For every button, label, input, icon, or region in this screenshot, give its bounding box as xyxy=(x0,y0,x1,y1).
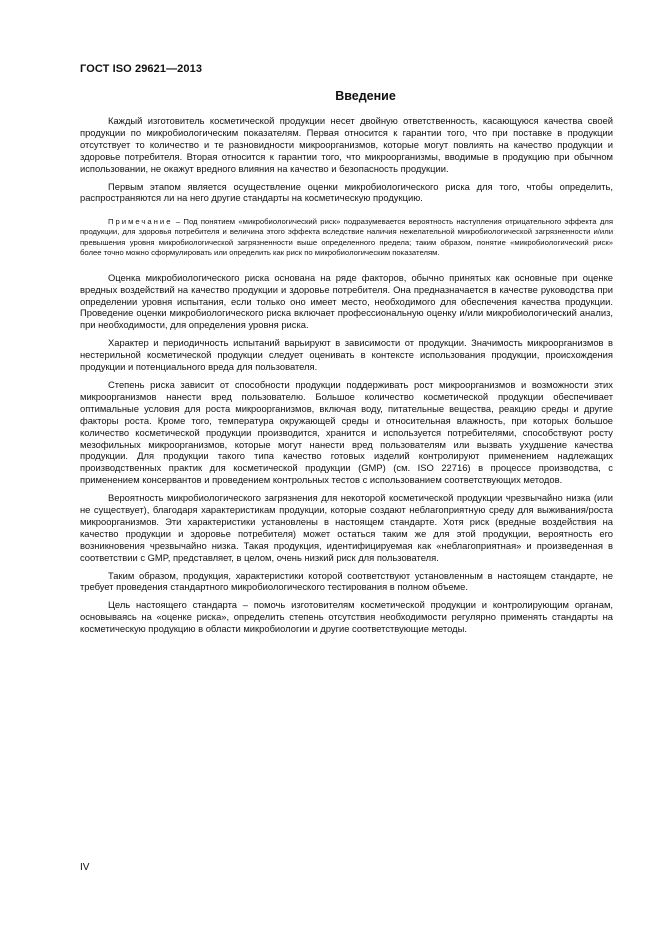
paragraph: Степень риска зависит от способности продукции поддерживать рост микроорганизмов и возможности этих микроорганизмов нанести вред пользователю. Большое количество косметической продукции обеспечивает оптимальные условия для роста микроорганизмов, включая воду, питательные вещества, реакцию среды и другие факторы роста. Кроме того, температура окружающей среды и относительная влажность, при которых большое количество косметической продукции производится, хранится и используется потребителями, способствуют росту мезофильных микроорганизмов, которые могут нанести вред пользователям или вызвать ухудшение качества продукции. Для продукции такого типа качество готовых изделий контролируют применением надлежащих производственных практик для косметической продукции (GMP) (см. ISO 22716) в процессе производства, с применением консервантов и проведением контрольных тестов с использованием соответствующих методов. xyxy=(80,378,613,486)
paragraph: Характер и периодичность испытаний варьируют в зависимости от продукции. Значимость микроорганизмов в нестерильной косметической продукции следует оценивать в контексте использования продукции, происхождения продукции и потенциального вреда для пользователя. xyxy=(80,337,613,373)
standard-header: ГОСТ ISO 29621—2013 xyxy=(80,63,203,75)
page-number: IV xyxy=(80,862,90,873)
page-title: Введение xyxy=(335,89,396,103)
paragraph: Таким образом, продукция, характеристики которой соответствуют установленным в настоящем стандарте, не требует проведения стандартного микробиологического тестирования в полном объеме. xyxy=(80,569,613,593)
note xyxy=(80,217,613,257)
paragraph: Вероятность микробиологического загрязнения для некоторой косметической продукции чрезвычайно низка (или не существует), благодаря характеристикам продукции, которые создают неблагоприятную среду для выживания/роста микроорганизмов. Эти характеристики установлены в настоящем стандарте. Хотя риск (вредные воздействия на качество продукции и здоровье потребителя) может остаться таким же для этой продукции, вероятность его возникновения чрезвычайно низка. Такая продукция, идентифицируемая как «неблагоприятная» и произведенная в соответствии с GMP, представляет, в целом, очень низкий риск для пользователя. xyxy=(80,492,613,563)
paragraph: Каждый изготовитель косметической продукции несет двойную ответственность, касающуюся качества своей продукции по микробиологическим показателям. Первая относится к гарантии того, что при поставке в продукции отсутствует то количество и те разновидности микроорганизмов, которые могут повлиять на качество продукции и здоровье потребителя. Вторая относится к гарантии того, что микроорганизмы, вводимые в продукцию при обычном использовании, не окажут вредного влияния на качество и безопасность продукции. xyxy=(80,115,613,174)
note-text: – Под понятием «микробиологический риск» подразумевается вероятность наступления отрицательного эффекта для продукции, для здоровья потребителя и величина этого эффекта вследствие наличия нежелательной микробиологической загрязненности и/или превышения уровня микробиологической загрязненности выше определенного предела; таким образом, понятие «микробиологический риск» более точно можно сформулировать или определить как риск по микробиологическим показателям. xyxy=(80,217,613,257)
document-body xyxy=(80,115,613,641)
paragraph: Цель настоящего стандарта – помочь изготовителям косметической продукции и контролирующим органам, основываясь на «оценке риска», определить степень отсутствия необходимости регулярно применять стандарты на косметическую продукцию в области микробиологии и другие соответствующие методы. xyxy=(80,599,613,635)
paragraph: Оценка микробиологического риска основана на ряде факторов, обычно принятых как основные при оценке вредных воздействий на качество продукции и здоровье потребителя. Она предназначается в качестве руководства при определении уровня испытания, если только оно имеет место, необходимого для обеспечения качества продукции. Проведение оценки микробиологического риска включает профессиональную оценку и/или микробиологический анализ, при необходимости, для определения уровня риска. xyxy=(80,271,613,331)
paragraph: Первым этапом является осуществление оценки микробиологического риска для того, чтобы определить, распространяются ли на него другие стандарты на косметическую продукцию. xyxy=(80,180,613,204)
note-label: Примечание xyxy=(108,217,173,227)
